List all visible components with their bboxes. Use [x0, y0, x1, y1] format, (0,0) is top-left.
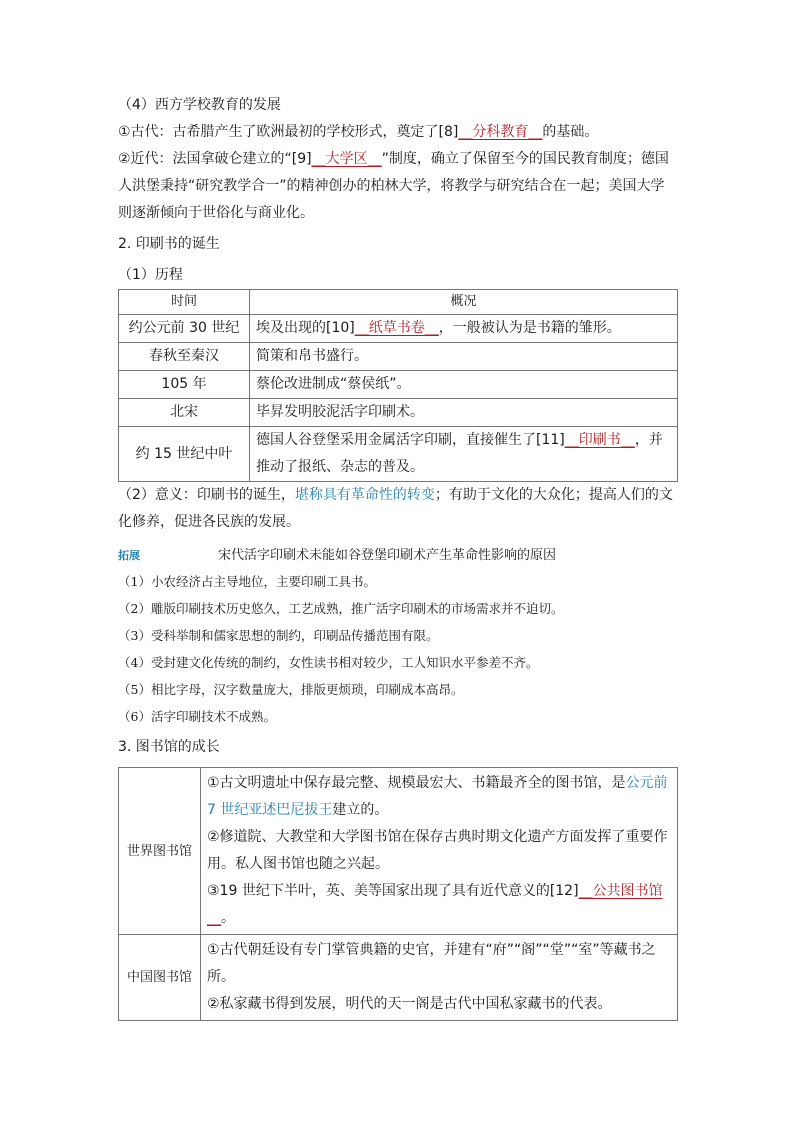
extension-title-row [118, 544, 678, 568]
highlight-text: 堪称具有革命性的转变 [294, 487, 435, 503]
text: （2）意义：印刷书的诞生， [118, 487, 295, 503]
world-item-2: ②修道院、大教堂和大学图书馆在保存古典时期文化遗产方面发挥了重要作用。私人图书馆也随之兴起。 [207, 829, 668, 872]
table-row [119, 315, 678, 343]
list-item: （6）活字印刷技术不成熟。 [118, 709, 276, 724]
answer-10: __纸草书卷__ [354, 320, 439, 336]
cell-china [201, 935, 678, 1021]
table-row [119, 935, 678, 1021]
text: 德国人谷登堡采用金属活字印刷，直接催生了[11] [256, 432, 565, 448]
row-label-china: 中国图书馆 [119, 935, 201, 1021]
text: ，一般被认为是书籍的雏形。 [438, 320, 621, 336]
list-item: （3）受科举制和儒家思想的制约，印刷品传播范围有限。 [118, 628, 439, 643]
subheading-history: （1）历程 [118, 267, 183, 283]
list-item: （5）相比字母，汉字数量庞大，排版更烦琐，印刷成本高昂。 [118, 682, 464, 697]
row-label-world: 世界图书馆 [119, 768, 201, 935]
text: 。 [221, 910, 235, 926]
list-item: （1）小农经济占主导地位，主要印刷工具书。 [118, 574, 376, 589]
answer-12: __公共图书馆__ [207, 883, 663, 926]
cell-desc [250, 427, 678, 482]
text: ②近代：法国拿破仑建立的“[9] [118, 151, 312, 167]
extension-heading: 宋代活字印刷术未能如谷登堡印刷术产生革命性影响的原因 [218, 548, 557, 563]
text: ③19 世纪下半叶，英、美等国家出现了具有近代意义的[12] [207, 883, 579, 899]
library-table [118, 767, 678, 1021]
world-item-1 [207, 770, 671, 824]
document-page [118, 92, 678, 1021]
china-item-2: ②私家藏书得到发展，明代的天一阁是古代中国私家藏书的代表。 [207, 996, 612, 1012]
cell-time: 北宋 [119, 399, 250, 427]
history-table [118, 289, 678, 482]
world-item-3 [207, 878, 671, 932]
table-row [119, 427, 678, 482]
paragraph-ancient [118, 119, 678, 146]
section-title-western-education: （4）西方学校教育的发展 [118, 97, 281, 113]
heading-library: 3. 图书馆的成长 [118, 739, 220, 755]
cell-time: 约公元前 30 世纪 [119, 315, 250, 343]
col-header-time: 时间 [119, 290, 250, 315]
text: ；有助于文化的大众化；提高人们的文化修养，促进各民族的发展。 [118, 487, 673, 530]
cell-time: 春秋至秦汉 [119, 343, 250, 371]
answer-9: __大学区__ [311, 151, 382, 167]
text: 建立的。 [332, 802, 389, 818]
cell-desc: 蔡伦改进制成“蔡侯纸”。 [250, 371, 678, 399]
cell-desc: 简策和帛书盛行。 [250, 343, 678, 371]
cell-world [201, 768, 678, 935]
china-item-1: ①古代朝廷设有专门掌管典籍的史官，并建有“府”“阁”“堂”“室”等藏书之所。 [207, 942, 656, 985]
paragraph-significance [118, 482, 678, 536]
cell-desc: 毕昇发明胶泥活字印刷术。 [250, 399, 678, 427]
heading-printed-book: 2. 印刷书的诞生 [118, 236, 220, 252]
cell-desc [250, 315, 678, 343]
table-row [119, 399, 678, 427]
list-item: （4）受封建文化传统的制约，女性读书相对较少，工人知识水平参差不齐。 [118, 655, 539, 670]
text: ”制度，确立了保留至今的国民教育制度；德国人洪堡秉持“研究教学合一”的精神创办的柏林大学，将教学与研究结合在一起；美国大学则逐渐倾向于世俗化与商业化。 [118, 151, 669, 221]
table-row [119, 371, 678, 399]
cell-time: 约 15 世纪中叶 [119, 427, 250, 482]
answer-8: __分科教育__ [458, 124, 543, 140]
col-header-desc: 概况 [250, 290, 678, 315]
text: 的基础。 [542, 124, 599, 140]
text: ，并推动了报纸、杂志的普及。 [256, 432, 663, 475]
highlight-text: 公元前 7 世纪亚述巴尼拔王 [207, 775, 668, 818]
text: ①古代：古希腊产生了欧洲最初的学校形式，奠定了[8] [118, 124, 459, 140]
extension-badge: 拓展 [118, 549, 140, 562]
list-item: （2）雕版印刷技术历史悠久，工艺成熟，推广活字印刷术的市场需求并不迫切。 [118, 601, 564, 616]
text: ①古文明遗址中保存最完整、规模最宏大、书籍最齐全的图书馆，是 [207, 775, 626, 791]
text: 埃及出现的[10] [256, 320, 355, 336]
table-row [119, 343, 678, 371]
table-header-row [119, 290, 678, 315]
table-row [119, 768, 678, 935]
extension-box [118, 544, 678, 730]
answer-11: __印刷书__ [564, 432, 635, 448]
cell-time: 105 年 [119, 371, 250, 399]
paragraph-modern [118, 146, 678, 227]
